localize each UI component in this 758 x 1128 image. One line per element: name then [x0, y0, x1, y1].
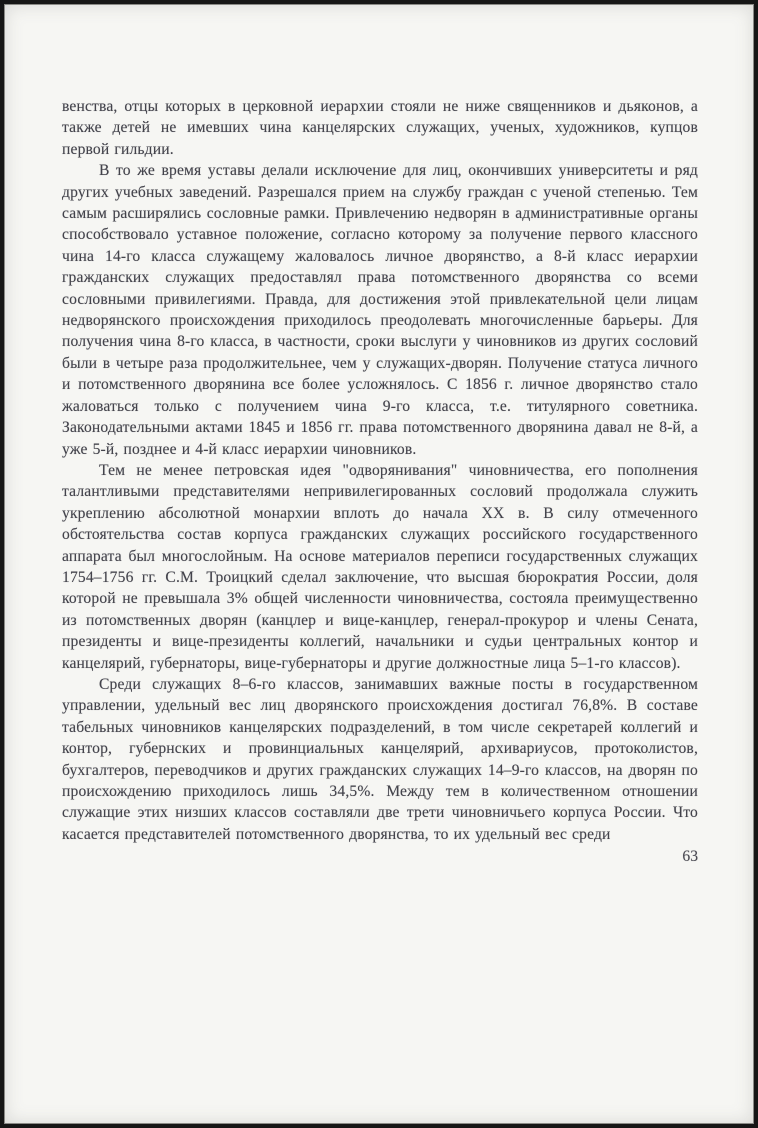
paragraph: Тем не менее петровская идея "одворянивания" чиновничества, его пополнения талантливыми представителями непривилегированных сословий продолжала служить укреплению абсолютной монархии вплоть до начала XX в. В силу отмеченного обстоятельства состав корпуса гражданских служащих российского государственного аппарата был многослойным. На основе материалов переписи государственных служащих 1754–1756 гг. С.М. Троицкий сделал заключение, что высшая бюрократия России, доля которой не превышала 3% общей численности чиновничества, состояла преимущественно из потомственных дворян (канцлер и вице-канцлер, генерал-прокурор и члены Сената, президенты и вице-президенты коллегий, начальники и судьи центральных контор и канцелярий, губернаторы, вице-губернаторы и другие должностные лица 5–1-го классов). — [62, 461, 698, 672]
page-number: 63 — [682, 848, 698, 866]
paragraph: Среди служащих 8–6-го классов, занимавших важные посты в государственном управлении, удельный вес лиц дворянского происхождения достигал 76,8%. В составе табельных чиновников канцелярских подразделений, в том числе секретарей коллегий и контор, губернских и провинциальных канцелярий, архивариусов, протоколистов, бухгалтеров, переводчиков и других гражданских служащих 14–9-го классов, на дворян по происхождению приходилось лишь 34,5%. Между тем в количественном отношении служащие этих низших классов составляли две трети чиновничьего корпуса России. Что касается представителей потомственного дворянства, то их удельный вес среди — [62, 675, 698, 843]
paragraph: В то же время уставы делали исключение для лиц, окончивших университеты и ряд других учебных заведений. Разрешался прием на службу граждан с ученой степенью. Тем самым расширялись сословные рамки. Привлечению недворян в административные органы способствовало уставное положение, согласно которому за получение первого классного чина 14-го класса служащему жаловалось личное дворянство, а 8-й класс иерархии гражданских служащих предоставлял права потомственного дворянства со всеми сословными привилегиями. Правда, для достижения этой привлекательной цели лицам недворянского происхождения приходилось преодолевать многочисленные барьеры. Для получения чина 8-го класса, в частности, сроки выслуги у чиновников из других сословий были в четыре раза продолжительнее, чем у служащих-дворян. Получение статуса личного и потомственного дворянина все более усложнялось. С 1856 г. личное дворянство стало жаловаться только с получением чина 9-го класса, т.е. титулярного советника. Законодательными актами 1845 и 1856 гг. права потомственного дворянина давал не 8-й, а уже 5-й, позднее и 4-й класс иерархии чиновников. — [62, 162, 698, 458]
text-block — [62, 96, 698, 845]
paragraph: венства, отцы которых в церковной иерархии стояли не ниже священников и дьяконов, а также детей не имевших чина канцелярских служащих, ученых, художников, купцов первой гильдии. — [62, 98, 698, 158]
page-content — [62, 96, 698, 868]
